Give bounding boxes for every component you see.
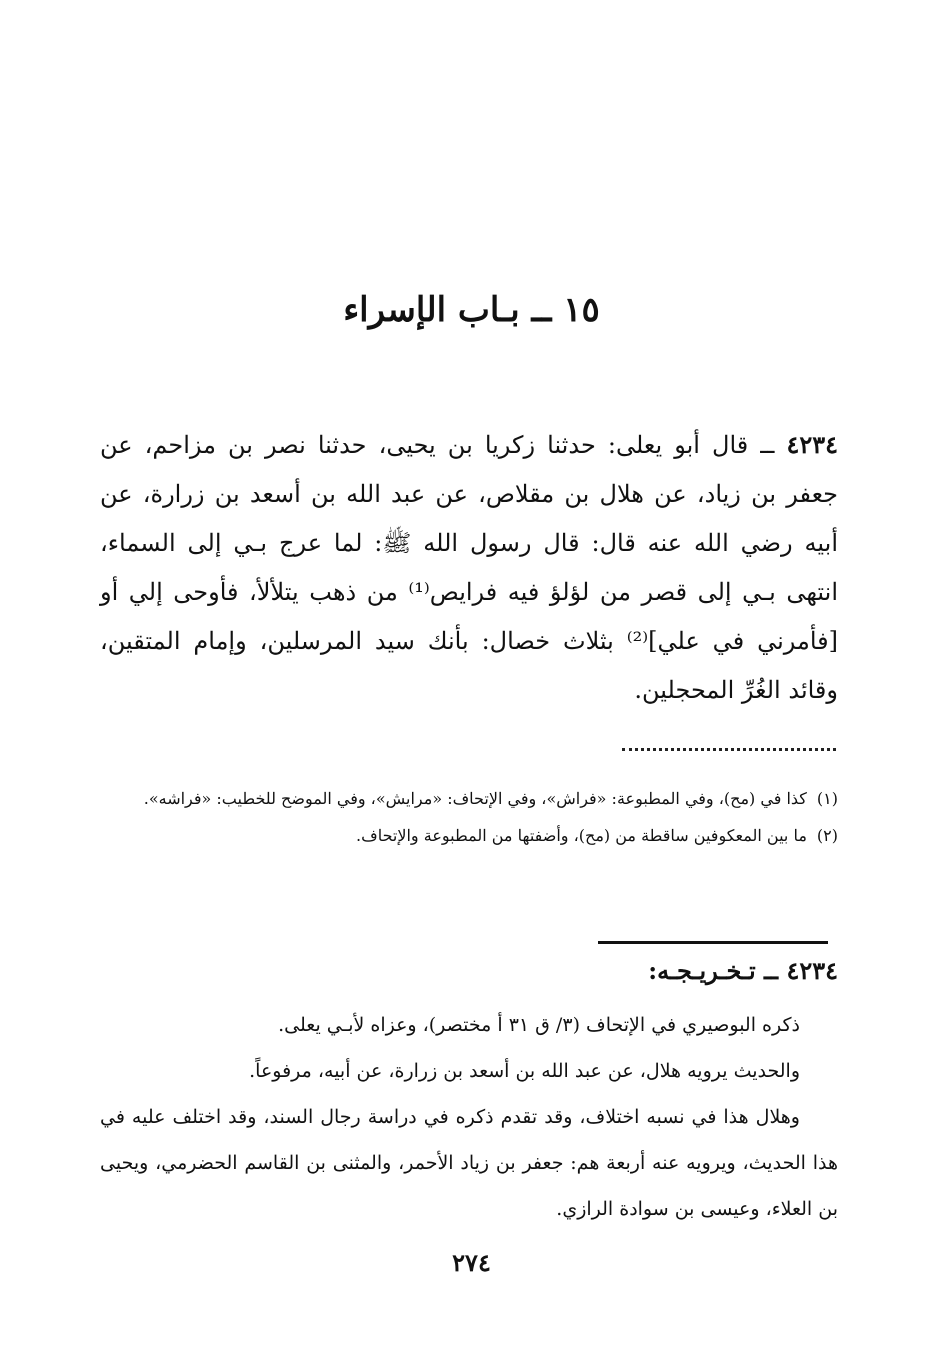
- takhrij-paragraph: والحديث يرويه هلال، عن عبد الله بن أسعد بن زرارة، عن أبيه، مرفوعاً.: [249, 1060, 800, 1082]
- chapter-title: ١٥ ــ بـاب الإسراء: [343, 290, 600, 330]
- footnote-number: (١): [816, 789, 838, 808]
- takhrij-paragraph: وهلال هذا في نسبه اختلاف، وقد تقدم ذكره في دراسة رجال السند، وقد اختلف عليه في هذا الحديث، ويرويه عنه أربعة هم: جعفر بن زياد الأحمر، والمثنى بن القاسم الحضرمي، ويحيى بن العلاء، وعيسى بن سوادة الرازي.: [100, 1106, 838, 1220]
- takhrij-paragraph: ذكره البوصيري في الإتحاف (٣/ ق ٣١ أ مختصر)، وعزاه لأبـي يعلى.: [278, 1014, 800, 1036]
- section-divider: [598, 941, 828, 944]
- footnote-text: ما بين المعكوفين ساقطة من (مح)، وأضفتها من المطبوعة والإتحاف.: [356, 826, 807, 845]
- hadith-text: ــ قال أبو يعلى: حدثنا زكريا بن يحيى، حدثنا نصر بن مزاحم، عن جعفر بن زياد، عن هلال بن مقلاص، عن عبد الله بن أسعد بن زرارة، عن أبيه رضي الله عنه قال: قال رسول الله ﷺ: لما عرج بـي إلى السماء، انتهى بـي إلى قصر من لؤلؤ فيه فرايص⁽¹⁾ من ذهب يتلألأ، فأوحى إلي أو [فأمرني في علي]⁽²⁾ بثلاث خصال: بأنك سيد المرسلين، وإمام المتقين، وقائد الغُرِّ المحجلين.: [100, 431, 839, 704]
- footnote-2: [100, 819, 838, 852]
- takhrij-body: [100, 1002, 838, 1232]
- footnote-1: [100, 782, 838, 815]
- page-number: ٢٧٤: [452, 1248, 491, 1277]
- takhrij-heading: ٤٢٣٤ ــ تـخـريـجـه:: [648, 956, 838, 985]
- footnote-number: (٢): [816, 826, 838, 845]
- hadith-number: ٤٢٣٤: [786, 430, 838, 459]
- footnotes: [100, 782, 838, 856]
- hadith-text-block: [100, 420, 838, 715]
- footnote-separator: [622, 748, 836, 751]
- footnote-text: كذا في (مح)، وفي المطبوعة: «فراش»، وفي الإتحاف: «مرايش»، وفي الموضح للخطيب: «فراشه».: [143, 789, 807, 808]
